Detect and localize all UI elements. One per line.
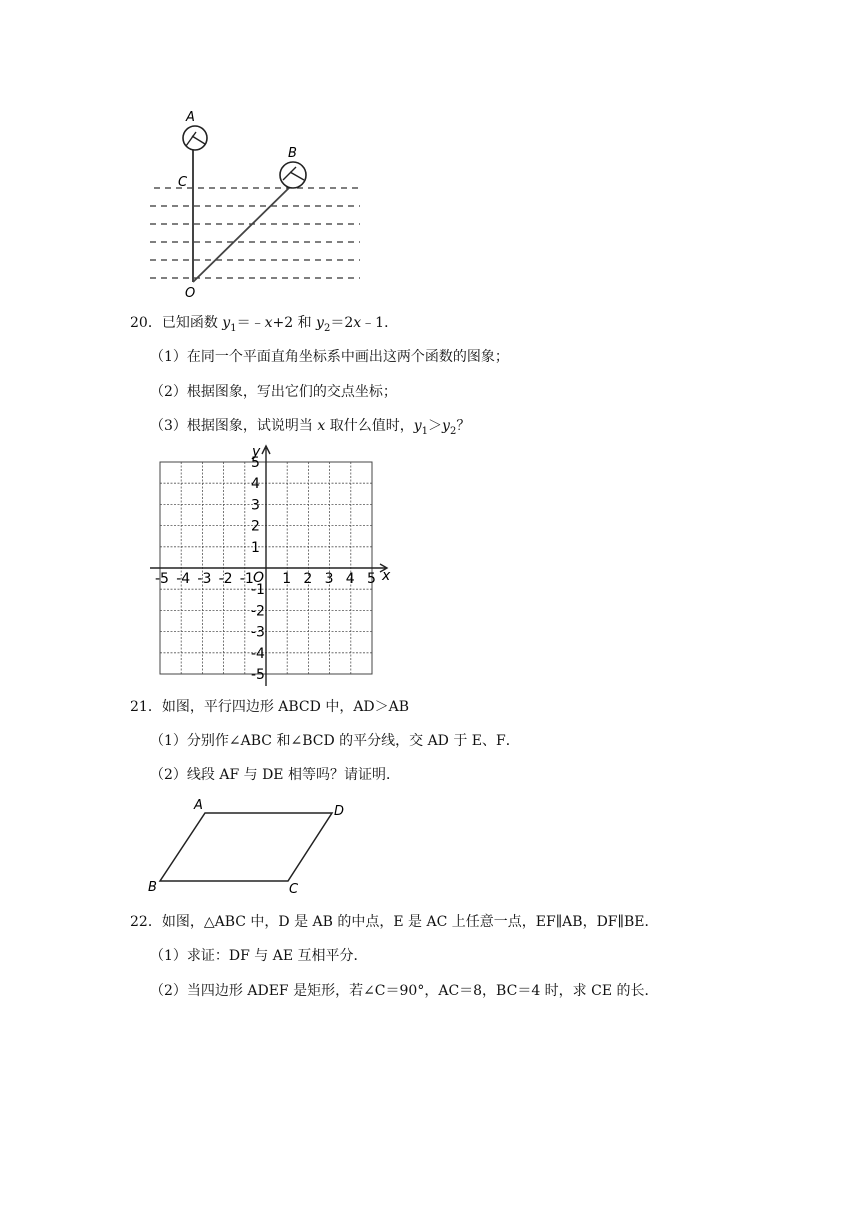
- label-a: A: [186, 110, 195, 125]
- question-21-part-1: （1）分别作∠ABC 和∠BCD 的平分线，交 AD 于 E、F．: [150, 733, 520, 749]
- x-tick-label: -3: [197, 571, 212, 587]
- vertex-a: A: [194, 798, 203, 813]
- ball-b-icon: [280, 162, 306, 188]
- y-tick-label: -5: [251, 667, 265, 683]
- vertex-b: B: [148, 880, 157, 895]
- x-tick-label: 5: [367, 571, 376, 587]
- ball-a-icon: [183, 126, 207, 150]
- parallelogram-abcd: [160, 813, 332, 881]
- y-tick-label: 3: [251, 497, 260, 514]
- question-21-part-2: （2）线段 AF 与 DE 相等吗？请证明．: [150, 767, 400, 783]
- x-tick-label: -1: [239, 571, 254, 587]
- ball-diagram: [140, 110, 370, 300]
- dashed-lines: [150, 188, 360, 278]
- y-tick-label: -2: [251, 603, 265, 620]
- x-tick-label: 3: [324, 571, 334, 587]
- x-tick-label: -4: [176, 571, 191, 587]
- question-20-part-2: （2）根据图象，写出它们的交点坐标；: [150, 384, 397, 400]
- question-22-stem: 22．如图，△ABC 中，D 是 AB 的中点，E 是 AC 上任意一点，EF∥AB，DF∥BE．: [130, 914, 659, 930]
- y-axis-label: y: [252, 444, 261, 460]
- y-tick-label: -3: [251, 624, 265, 641]
- label-c: C: [178, 175, 188, 190]
- y-tick-label: 1: [251, 539, 260, 556]
- question-22-part-1: （1）求证：DF 与 AE 互相平分．: [150, 948, 368, 964]
- x-tick-label: 2: [303, 571, 313, 587]
- origin-label: O: [253, 570, 265, 586]
- question-22-part-2: （2）当四边形 ADEF 是矩形，若∠C＝90°，AC＝8，BC＝4 时，求 CE 的长．: [150, 983, 659, 999]
- segment-ob: [193, 184, 293, 282]
- question-20-part-1: （1）在同一个平面直角坐标系中画出这两个函数的图象；: [150, 349, 509, 365]
- label-o: O: [185, 286, 196, 300]
- parallelogram-diagram: [140, 795, 370, 897]
- x-tick-label: -5: [155, 571, 169, 587]
- x-tick-label: 4: [345, 571, 355, 587]
- y-tick-label: -1: [251, 582, 265, 599]
- x-tick-label: 1: [282, 571, 292, 587]
- question-20-stem: 20．已知函数 $y_1=﹣x+2$ 和 $y_2=2x﹣1$．: [130, 315, 399, 334]
- coordinate-grid: [140, 440, 400, 688]
- label-b: B: [288, 146, 297, 161]
- vertex-d: D: [334, 804, 345, 819]
- x-axis-label: x: [382, 568, 391, 584]
- y-tick-label: 5: [251, 455, 260, 471]
- x-tick-label: -2: [218, 571, 233, 587]
- question-20-part-3: （3）根据图象，试说明当 x 取什么值时，$y_1>y_2$？: [150, 418, 471, 437]
- y-tick-label: 2: [251, 518, 260, 535]
- vertex-c: C: [289, 882, 299, 897]
- question-21-stem: 21．如图，平行四边形 ABCD 中，AD＞AB: [130, 699, 410, 715]
- y-tick-label: 4: [251, 476, 260, 493]
- y-tick-label: -4: [251, 645, 265, 662]
